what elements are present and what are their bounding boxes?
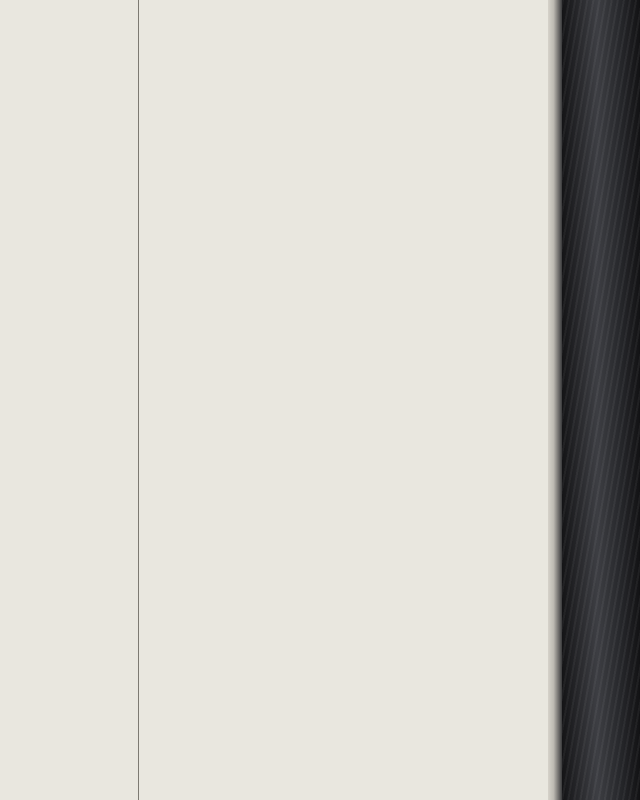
paper-edge xyxy=(548,0,562,800)
column-rule xyxy=(138,0,139,800)
dark-fabric-background xyxy=(562,0,640,800)
